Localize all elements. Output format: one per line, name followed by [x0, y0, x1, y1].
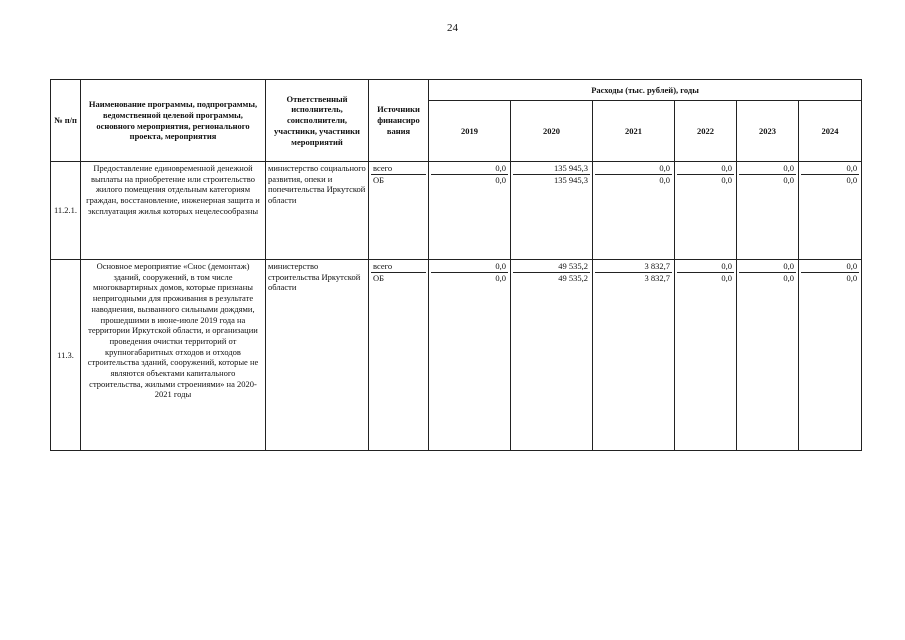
table-row	[51, 260, 862, 451]
year-cell	[737, 162, 799, 260]
value-cell: 0,0	[495, 261, 506, 271]
value-cell: 0,0	[677, 174, 734, 186]
value-cell: 3 832,7	[644, 261, 670, 271]
year-cell	[675, 260, 737, 451]
value-cell: 0,0	[431, 174, 508, 186]
header-year: 2022	[675, 101, 737, 162]
source-label: ОБ	[371, 174, 426, 186]
value-cell: 0,0	[846, 261, 858, 271]
header-year: 2024	[799, 101, 862, 162]
value-cell: 3 832,7	[595, 272, 672, 284]
header-expenses: Расходы (тыс. рублей), годы	[429, 80, 862, 101]
header-year: 2020	[511, 101, 593, 162]
table-row	[51, 162, 862, 260]
value-cell: 0,0	[739, 272, 796, 284]
year-cell	[429, 162, 511, 260]
row-executor: министерство строительства Иркутской области	[266, 260, 369, 451]
source-label: всего	[373, 163, 393, 173]
value-cell: 135 945,3	[554, 163, 588, 173]
year-cell	[799, 162, 862, 260]
value-cell: 0,0	[721, 163, 732, 173]
year-cell	[799, 260, 862, 451]
header-year: 2021	[593, 101, 675, 162]
year-cell	[593, 162, 675, 260]
year-cell	[511, 260, 593, 451]
value-cell: 0,0	[783, 261, 794, 271]
value-cell: 0,0	[801, 174, 859, 186]
header-executor: Ответственный исполнитель, соисполнители, участники, участники мероприятий	[266, 80, 369, 162]
row-sources	[369, 162, 429, 260]
value-cell: 0,0	[677, 272, 734, 284]
row-executor: министерство социального развития, опеки и попечительства Иркутской области	[266, 162, 369, 260]
page-number: 24	[447, 22, 458, 34]
value-cell: 49 535,2	[513, 272, 590, 284]
year-cell	[511, 162, 593, 260]
header-year: 2023	[737, 101, 799, 162]
value-cell: 49 535,2	[558, 261, 588, 271]
value-cell: 0,0	[659, 163, 670, 173]
year-cell	[675, 162, 737, 260]
row-number: 11.2.1.	[51, 162, 81, 260]
header-num: № п/п	[51, 80, 81, 162]
value-cell: 0,0	[801, 272, 859, 284]
value-cell: 0,0	[783, 163, 794, 173]
value-cell: 0,0	[846, 163, 858, 173]
value-cell: 135 945,3	[513, 174, 590, 186]
row-sources	[369, 260, 429, 451]
value-cell: 0,0	[431, 272, 508, 284]
header-year: 2019	[429, 101, 511, 162]
header-sources: Источники финансиро вания	[369, 80, 429, 162]
row-name: Основное мероприятие «Снос (демонтаж) зданий, сооружений, в том числе многоквартирных домов, которые признаны непригодными для проживания в результате наводнения, вызванного сильными дождями, прошедшими в июне-июле 2019 года на территории Иркутской области, и организации проведения очистки территорий от крупногабаритных отходов и отходов строительства зданий, сооружений, которые не являются объектами капитального строительства, жилыми строениями» на 2020-2021 годы	[81, 260, 266, 451]
header-name: Наименование программы, подпрограммы, ведомственной целевой программы, основного мероприятия, регионального проекта, мероприятия	[81, 80, 266, 162]
row-name: Предоставление единовременной денежной выплаты на приобретение или строительство жилого помещения отдельным категориям граждан, восстановление, инженерная защита и эксплуатация жилья которых нецелесообразны	[81, 162, 266, 260]
budget-table	[50, 79, 862, 451]
value-cell: 0,0	[595, 174, 672, 186]
value-cell: 0,0	[739, 174, 796, 186]
year-cell	[737, 260, 799, 451]
year-cell	[593, 260, 675, 451]
row-number: 11.3.	[51, 260, 81, 451]
value-cell: 0,0	[721, 261, 732, 271]
source-label: ОБ	[371, 272, 426, 284]
year-cell	[429, 260, 511, 451]
source-label: всего	[373, 261, 393, 271]
value-cell: 0,0	[495, 163, 506, 173]
